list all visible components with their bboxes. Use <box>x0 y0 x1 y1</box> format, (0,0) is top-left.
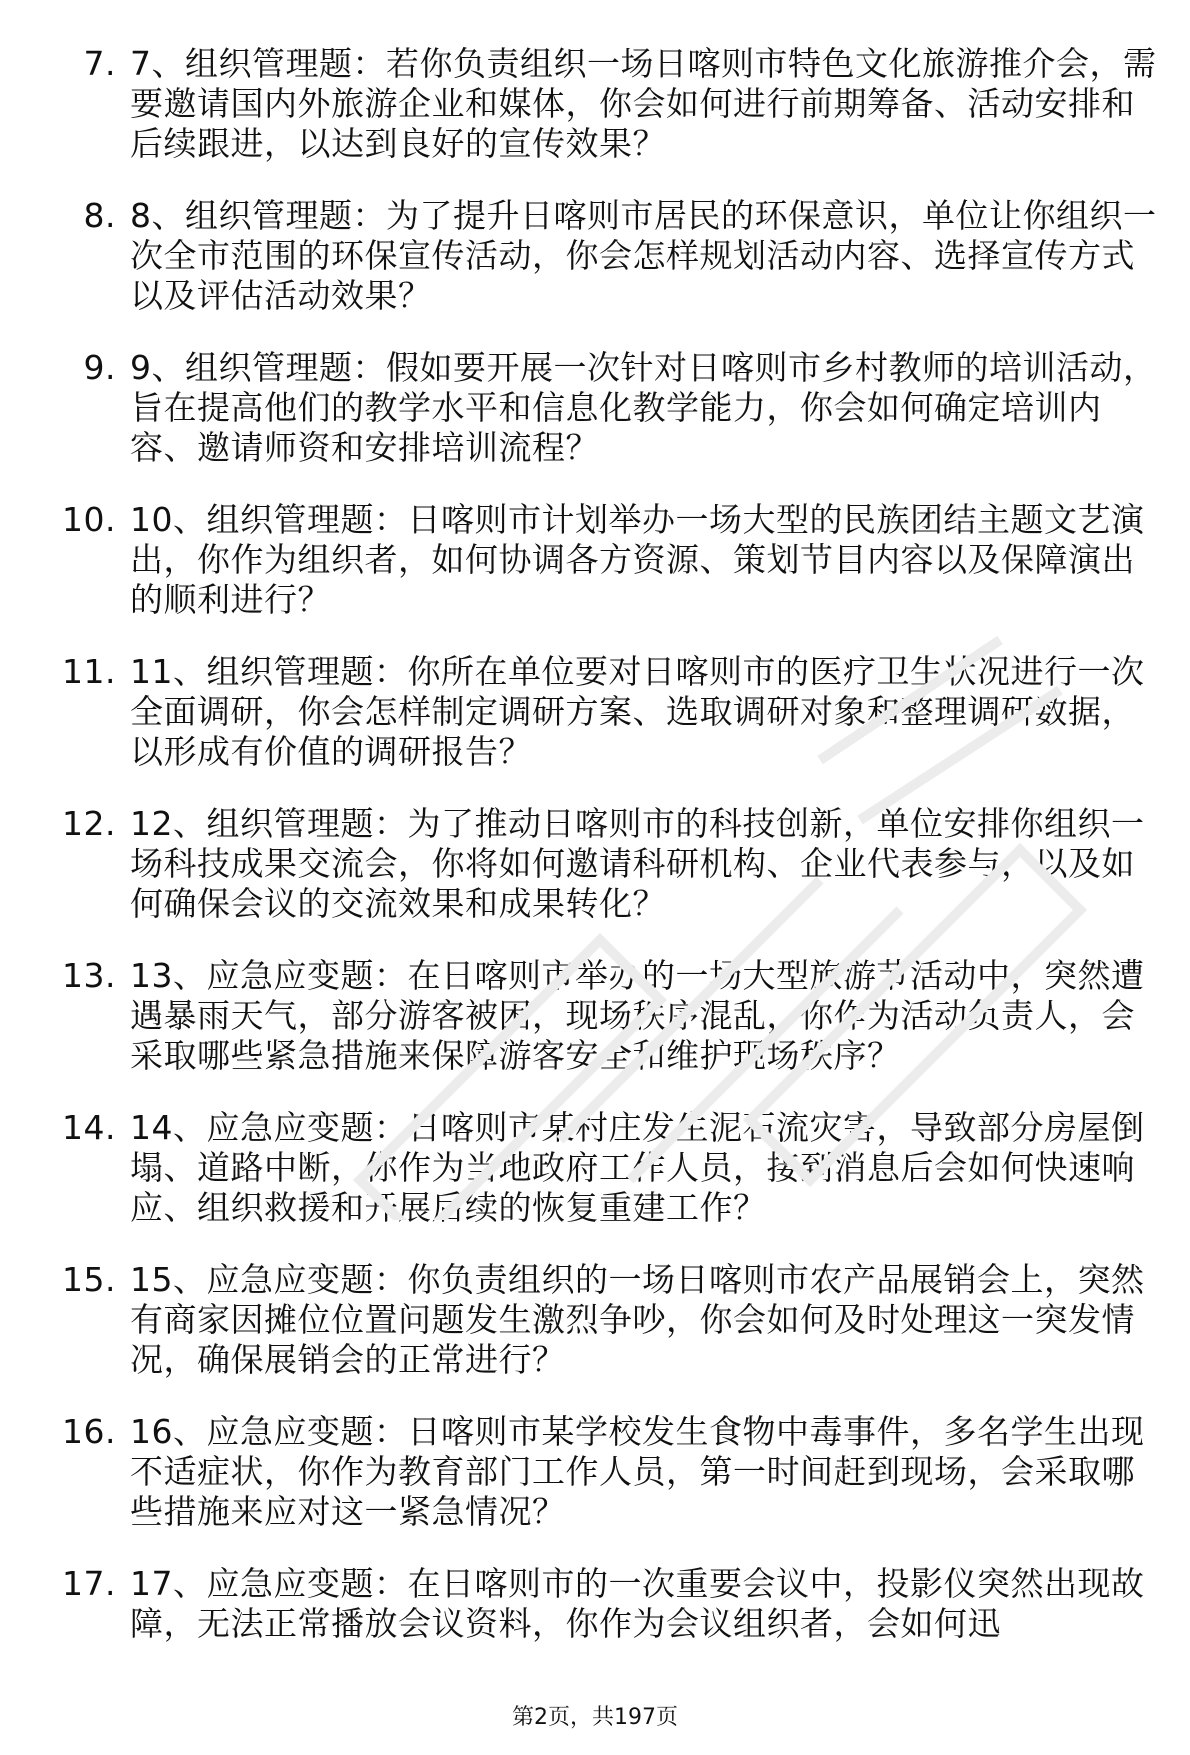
question-item <box>0 1564 1190 1644</box>
question-text: 11、组织管理题：你所在单位要对日喀则市的医疗卫生状况进行一次全面调研，你会怎样制定调研方案、选取调研对象和整理调研数据，以形成有价值的调研报告？ <box>130 652 1145 771</box>
question-number: 7. <box>83 44 116 83</box>
question-number: 15. <box>62 1260 116 1299</box>
question-text: 16、应急应变题：日喀则市某学校发生食物中毒事件，多名学生出现不适症状，你作为教育部门工作人员，第一时间赶到现场，会采取哪些措施来应对这一紧急情况？ <box>130 1412 1145 1531</box>
question-text: 17、应急应变题：在日喀则市的一次重要会议中，投影仪突然出现故障，无法正常播放会议资料，你作为会议组织者，会如何迅 <box>130 1564 1145 1643</box>
question-text: 14、应急应变题：日喀则市某村庄发生泥石流灾害，导致部分房屋倒塌、道路中断，你作为当地政府工作人员，接到消息后会如何快速响应、组织救援和开展后续的恢复重建工作？ <box>130 1108 1145 1227</box>
question-item <box>0 500 1190 620</box>
question-item <box>0 1260 1190 1380</box>
question-number: 9. <box>83 348 116 387</box>
question-list <box>0 44 1190 1676</box>
question-text: 15、应急应变题：你负责组织的一场日喀则市农产品展销会上，突然有商家因摊位位置问题发生激烈争吵，你会如何及时处理这一突发情况，确保展销会的正常进行？ <box>130 1260 1145 1379</box>
question-text: 10、组织管理题：日喀则市计划举办一场大型的民族团结主题文艺演出，你作为组织者，如何协调各方资源、策划节目内容以及保障演出的顺利进行？ <box>130 500 1145 619</box>
question-item <box>0 1412 1190 1532</box>
question-number: 10. <box>62 500 116 539</box>
question-item <box>0 1108 1190 1228</box>
question-item <box>0 348 1190 468</box>
question-number: 8. <box>83 196 116 235</box>
question-number: 11. <box>62 652 116 691</box>
question-text: 13、应急应变题：在日喀则市举办的一场大型旅游节活动中，突然遭遇暴雨天气，部分游客被困，现场秩序混乱，你作为活动负责人，会采取哪些紧急措施来保障游客安全和维护现场秩序？ <box>130 956 1145 1075</box>
question-item <box>0 652 1190 772</box>
question-text: 12、组织管理题：为了推动日喀则市的科技创新，单位安排你组织一场科技成果交流会，你将如何邀请科研机构、企业代表参与，以及如何确保会议的交流效果和成果转化？ <box>130 804 1145 923</box>
question-item <box>0 956 1190 1076</box>
question-number: 14. <box>62 1108 116 1147</box>
question-item <box>0 196 1190 316</box>
question-text: 9、组织管理题：假如要开展一次针对日喀则市乡村教师的培训活动，旨在提高他们的教学水平和信息化教学能力，你会如何确定培训内容、邀请师资和安排培训流程？ <box>130 348 1157 467</box>
question-text: 8、组织管理题：为了提升日喀则市居民的环保意识，单位让你组织一次全市范围的环保宣传活动，你会怎样规划活动内容、选择宣传方式以及评估活动效果？ <box>130 196 1157 315</box>
question-number: 13. <box>62 956 116 995</box>
question-number: 12. <box>62 804 116 843</box>
question-number: 16. <box>62 1412 116 1451</box>
question-number: 17. <box>62 1564 116 1603</box>
question-item <box>0 804 1190 924</box>
question-text: 7、组织管理题：若你负责组织一场日喀则市特色文化旅游推介会，需要邀请国内外旅游企业和媒体，你会如何进行前期筹备、活动安排和后续跟进，以达到良好的宣传效果？ <box>130 44 1157 163</box>
page-footer: 第2页，共197页 <box>512 1705 678 1730</box>
question-item <box>0 44 1190 164</box>
